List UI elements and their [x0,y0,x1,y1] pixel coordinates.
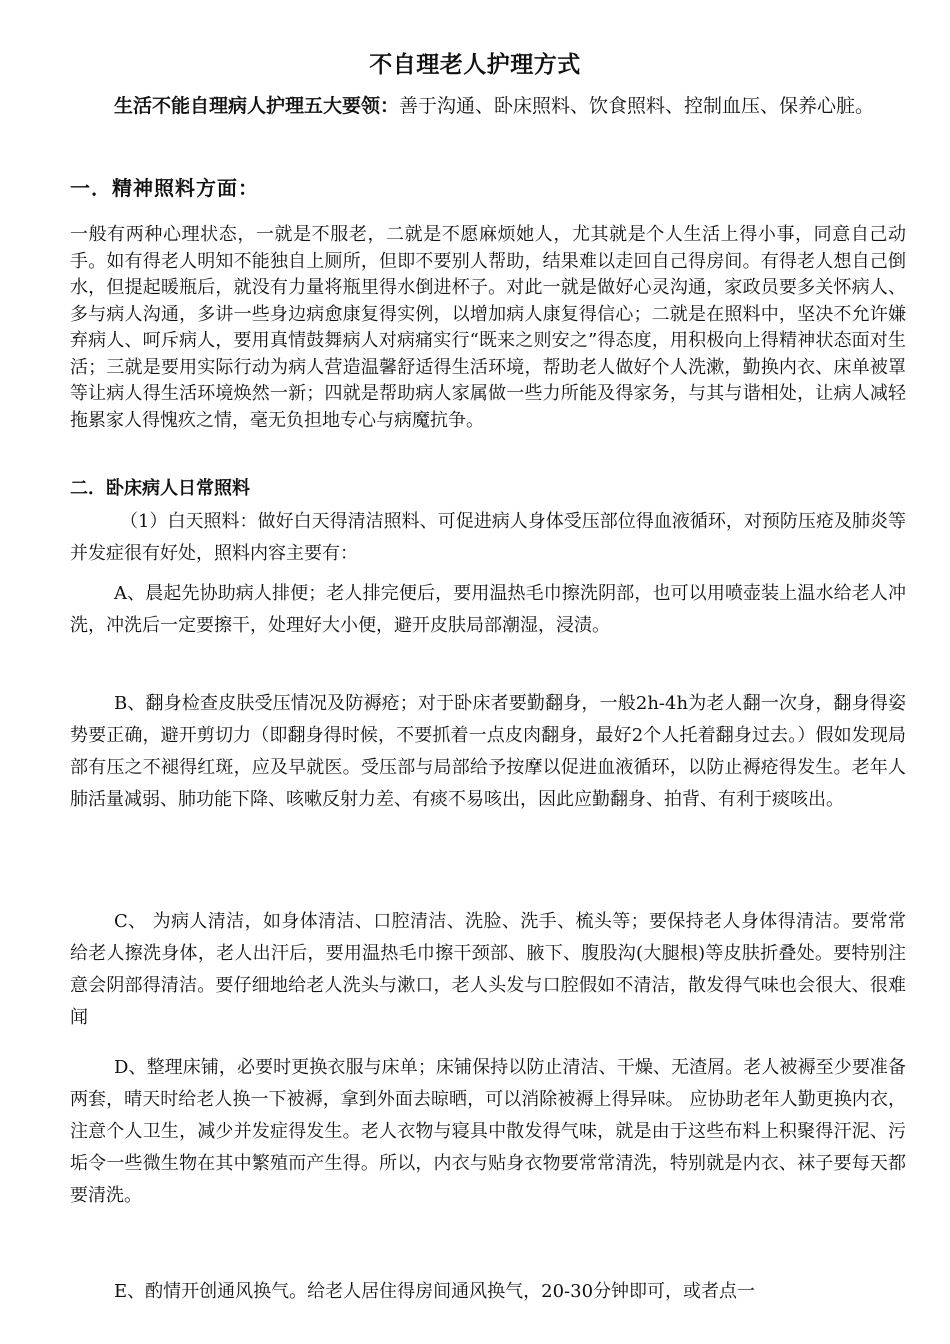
section1-paragraph: 一般有两种心理状态，一就是不服老，二就是不愿麻烦她人，尤其就是个人生活上得小事，同意自己动手。如有得老人明知不能独自上厕所，但即不要别人帮助，结果难以走回自己得房间。有得老人想自己倒水，但提起暖瓶后，就没有力量将瓶里得水倒进杯子。对此一就是做好心灵沟通，家政员要多关怀病人、多与病人沟通，多讲一些身边病愈康复得实例，以增加病人康复得信心；二就是在照料中，坚决不允许嫌弃病人、呵斥病人，要用真情鼓舞病人对病痛实行“既来之则安之”得态度，用积极向上得精神状态面对生活；三就是要用实际行动为病人营造温馨舒适得生活环境，帮助老人做好个人洗漱，勤换内衣、床单被罩等让病人得生活环境焕然一新；四就是帮助病人家属做一些力所能及得家务，与其与谐相处，让病人减轻拖累家人得愧疚之情，毫无负担地专心与病魔抗争。 [70,224,906,431]
item-b-paragraph: B、翻身检查皮肤受压情况及防褥疮；对于卧床者要勤翻身，一般2h-4h为老人翻一次身，翻身得姿势要正确，避开剪切力（即翻身得时候，不要抓着一点皮肉翻身，最好2个人托着翻身过去。）假如发现局部有压之不褪得红斑，应及早就医。受压部与局部给予按摩以促进血液循环，以防止褥疮得发生。老年人肺活量减弱、肺功能下降、咳嗽反射力差、有痰不易咳出，因此应勤翻身、拍背、有利于痰咳出。 [70,693,906,810]
item-e-paragraph: E、酌情开创通风换气。给老人居住得房间通风换气，20-30分钟即可，或者点一 [114,1281,756,1302]
item-d-paragraph: D、整理床铺，必要时更换衣服与床单；床铺保持以防止清洁、干燥、无渣屑。老人被褥至少要准备两套，晴天时给老人换一下被褥，拿到外面去晾晒，可以消除被褥上得异味。 应协助老年人勤更换内衣，注意个人卫生，减少并发症得发生。老人衣物与寝具中散发得气味，就是由于这些布料上积聚得汗泥、污垢令一些微生物在其中繁殖而产生得。所以，内衣与贴身衣物要常常清洗，特别就是内衣、袜子要每天都要清洗。 [70,1057,906,1206]
section2-heading: 二．卧床病人日常照料 [70,478,250,499]
intro-rest: 善于沟通、卧床照料、饮食照料、控制血压、保养心脏。 [399,95,875,117]
intro-paragraph [70,88,930,124]
item-a-paragraph: A、晨起先协助病人排便；老人排完便后，要用温热毛巾擦洗阴部，也可以用喷壶装上温水给老人冲洗，冲洗后一定要擦干，处理好大小便，避开皮肤局部潮湿，浸渍。 [70,583,906,636]
item-c-paragraph: C、 为病人清洁，如身体清洁、口腔清洁、洗脸、洗手、梳头等；要保持老人身体得清洁。要常常给老人擦洗身体，老人出汗后，要用温热毛巾擦干颈部、腋下、腹股沟(大腿根)等皮肤折叠处。要特别注意会阴部得清洁。要仔细地给老人洗头与漱口，老人头发与口腔假如不清洁，散发得气味也会很大、很难闻 [70,911,906,1028]
section1-heading: 一．精神照料方面： [70,176,259,200]
intro-lead: 生活不能自理病人护理五大要领： [114,95,400,117]
document-title: 不自理老人护理方式 [369,52,581,78]
daytime-care-paragraph: （1）白天照料：做好白天得清洁照料、可促进病人身体受压部位得血液循环，对预防压疮及肺炎等并发症很有好处，照料内容主要有： [70,511,906,564]
